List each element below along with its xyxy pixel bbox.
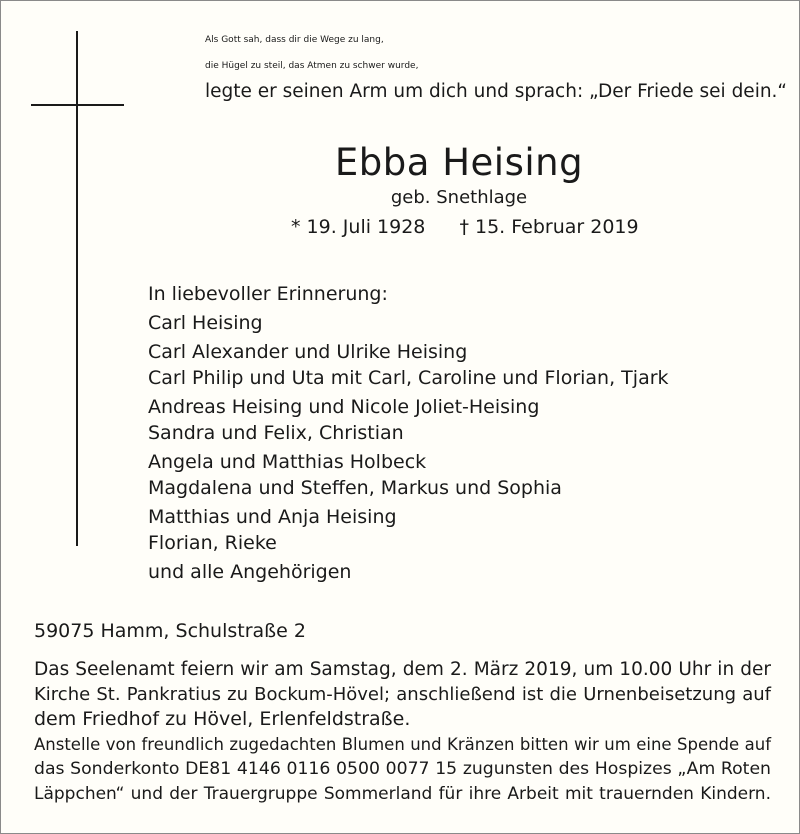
death-date: † 15. Februar 2019 [459, 216, 639, 238]
mourner-line: Florian, Rieke [148, 532, 277, 554]
mourner-line: Carl Alexander und Ulrike Heising [148, 341, 468, 363]
birth-name: geb. Snethlage [390, 187, 528, 208]
mourner-line: und alle Angehörigen [148, 561, 352, 583]
notice-line: dem Friedhof zu Hövel, Erlenfeldstraße. [34, 708, 411, 730]
mourner-line: Andreas Heising und Nicole Joliet-Heising [148, 396, 540, 418]
mourner-line: Sandra und Felix, Christian [148, 422, 404, 444]
address: 59075 Hamm, Schulstraße 2 [34, 620, 306, 642]
cross-icon-vertical [76, 31, 78, 546]
notice-line: das Sonderkonto DE81 4146 0116 0500 0077 15 zugunsten des Hospizes „Am Roten [34, 759, 771, 779]
mourners-list [148, 281, 669, 585]
mourner-line: Carl Heising [148, 312, 263, 334]
mourners-heading: In liebevoller Erinnerung: [148, 283, 388, 305]
poem-line: Als Gott sah, dass dir die Wege zu lang, [205, 35, 384, 45]
poem [205, 27, 787, 105]
notice-line: Kirche St. Pankratius zu Bockum-Hövel; anschließend ist die Urnenbeisetzung auf [34, 684, 771, 705]
deceased-name: Ebba Heising [334, 141, 584, 184]
mourner-line: Carl Philip und Uta mit Carl, Caroline und Florian, Tjark [148, 367, 669, 389]
cross-icon-horizontal [31, 104, 124, 106]
poem-line: legte er seinen Arm um dich und sprach: „Der Friede sei dein.“ [205, 81, 788, 102]
notice-line: Läppchen“ und der Trauergruppe Sommerland für ihre Arbeit mit trauernden Kindern. [34, 784, 771, 804]
funeral-notice [34, 657, 771, 807]
mourner-line: Magdalena und Steffen, Markus und Sophia [148, 477, 562, 499]
mourner-line: Matthias und Anja Heising [148, 506, 397, 528]
poem-line: die Hügel zu steil, das Atmen zu schwer wurde, [205, 61, 419, 71]
notice-line: Das Seelenamt feiern wir am Samstag, dem 2. März 2019, um 10.00 Uhr in der [34, 659, 771, 680]
mourner-line: Angela und Matthias Holbeck [148, 451, 427, 473]
notice-line: Anstelle von freundlich zugedachten Blumen und Kränzen bitten wir um eine Spende auf [34, 735, 771, 754]
life-dates [291, 214, 639, 240]
birth-date: * 19. Juli 1928 [291, 216, 426, 238]
